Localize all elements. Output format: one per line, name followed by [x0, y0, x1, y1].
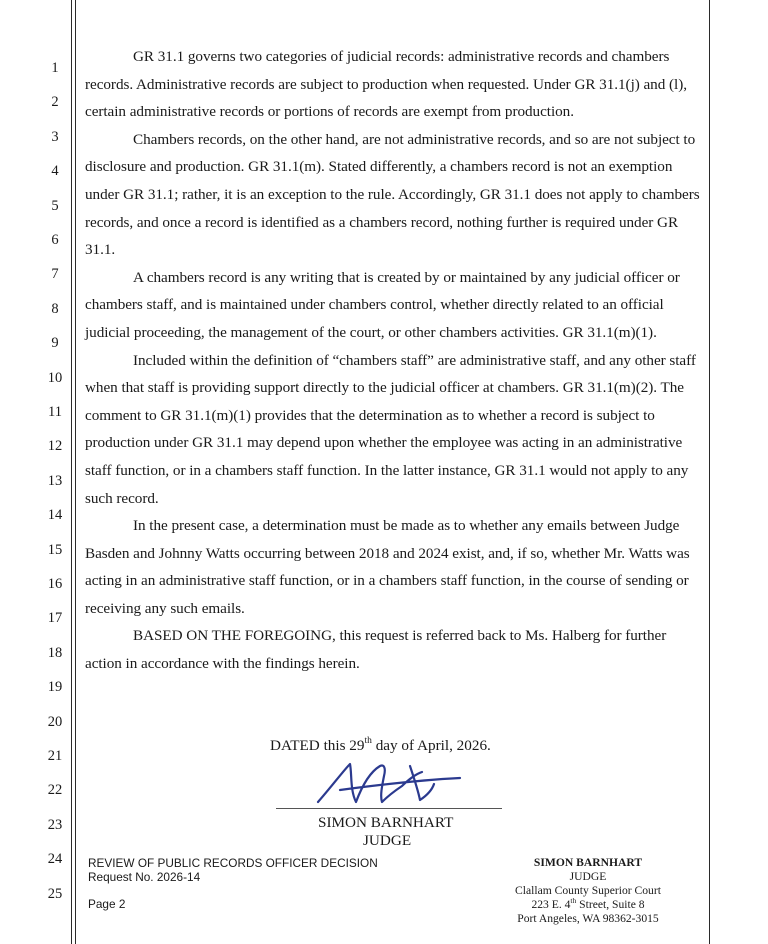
- line-number: 18: [47, 644, 63, 661]
- footer-request-no: Request No. 2026-14: [88, 870, 201, 884]
- line-number: 11: [48, 404, 62, 420]
- line-number: 1: [51, 60, 59, 76]
- line-number: 8: [51, 300, 59, 317]
- signature-line: [276, 808, 502, 809]
- line-number: 3: [51, 128, 59, 145]
- line-number: 20: [47, 713, 63, 730]
- line-number: 4: [51, 163, 59, 180]
- footer-street: [496, 898, 680, 912]
- line-number: 6: [51, 232, 59, 248]
- line-number: 23: [47, 816, 63, 833]
- signer-name: SIMON BARNHART: [318, 814, 454, 831]
- paragraph: A chambers record is any writing that is created by or maintained by any judicial officer or chambers staff, and is maintained under chambers control, whether directly related to an official judicial proceeding, the management of the court, or other chambers activities. GR 31.1(m)(1).: [85, 268, 680, 341]
- line-number: 5: [51, 197, 59, 214]
- footer-page-number: Page 2: [88, 897, 126, 911]
- line-number: 2: [51, 94, 59, 111]
- footer-street-rest: Street, Suite 8: [576, 898, 645, 911]
- footer-street-ordinal: th: [570, 896, 577, 905]
- paragraph: Chambers records, on the other hand, are not administrative records, and so are not subject to disclosure and production. GR 31.1(m). Stated differently, a chambers record is not an exemption under GR 31.1; rather, it is an exception to the rule. Accordingly, GR 31.1 does not apply to chambers records, and once a record is identified as a chambers record, nothing further is required under GR 31.1.: [85, 130, 700, 259]
- dated-text-rest: day of April, 2026.: [371, 737, 491, 754]
- paragraph: In the present case, a determination must be made as to whether any emails between Judge Basden and Johnny Watts occurring between 2018 and 2024 exist, and, if so, whether Mr. Watts was acting in an administrative staff function, or in a chambers staff function, in the course of sending or receiving any such emails.: [85, 517, 690, 617]
- handwritten-signature: [310, 756, 470, 820]
- right-margin-rule: [709, 0, 710, 944]
- line-number: 17: [47, 610, 63, 627]
- line-number: 19: [47, 679, 63, 696]
- paragraph: GR 31.1 governs two categories of judicial records: administrative records and chambers records. Administrative records are subject to production when requested. Under GR 31.1(j) and (l), certain administrative records or portions of records are exempt from production.: [85, 48, 687, 121]
- footer-judge-name: SIMON BARNHART: [533, 856, 643, 869]
- document-body: [85, 43, 705, 678]
- line-number: 15: [47, 541, 63, 558]
- line-number: 12: [47, 438, 63, 455]
- footer-street-text: 223 E. 4: [531, 898, 571, 911]
- line-number: 14: [47, 507, 63, 524]
- signer-title: JUDGE: [363, 832, 412, 849]
- dated-ordinal: th: [364, 736, 372, 746]
- paragraph: Included within the definition of “chambers staff” are administrative staff, and any other staff when that staff is providing support directly to the judicial officer at chambers. GR 31.1(m)(2). The comment to GR 31.1(m)(1) provides that the determination as to whether a record is subject to production under GR 31.1 may depend upon whether the employee was acting in an administrative staff function, or in a chambers staff function. In the latter instance, GR 31.1 would not apply to any such record.: [85, 351, 696, 507]
- line-number: 16: [47, 576, 63, 592]
- dated-line: [270, 737, 491, 755]
- line-number: 10: [47, 369, 63, 386]
- left-margin-rule-inner: [75, 0, 76, 944]
- footer-address-block: [496, 856, 680, 926]
- line-number: 13: [47, 472, 63, 489]
- footer-city: Port Angeles, WA 98362-3015: [517, 912, 659, 925]
- dated-text: DATED this 29: [270, 737, 365, 754]
- left-margin-rule: [71, 0, 72, 944]
- footer-judge-title: JUDGE: [569, 870, 607, 883]
- line-number: 7: [51, 266, 59, 283]
- line-number: 22: [47, 782, 63, 799]
- footer-court: Clallam County Superior Court: [515, 884, 661, 897]
- line-number: 25: [47, 885, 63, 902]
- line-number: 21: [47, 748, 63, 764]
- footer-left: [88, 856, 378, 884]
- line-number: 24: [47, 851, 63, 868]
- paragraph: BASED ON THE FOREGOING, this request is referred back to Ms. Halberg for further action in accordance with the findings herein.: [85, 627, 667, 673]
- line-number: 9: [51, 335, 59, 352]
- footer-doc-title: REVIEW OF PUBLIC RECORDS OFFICER DECISION: [88, 856, 378, 870]
